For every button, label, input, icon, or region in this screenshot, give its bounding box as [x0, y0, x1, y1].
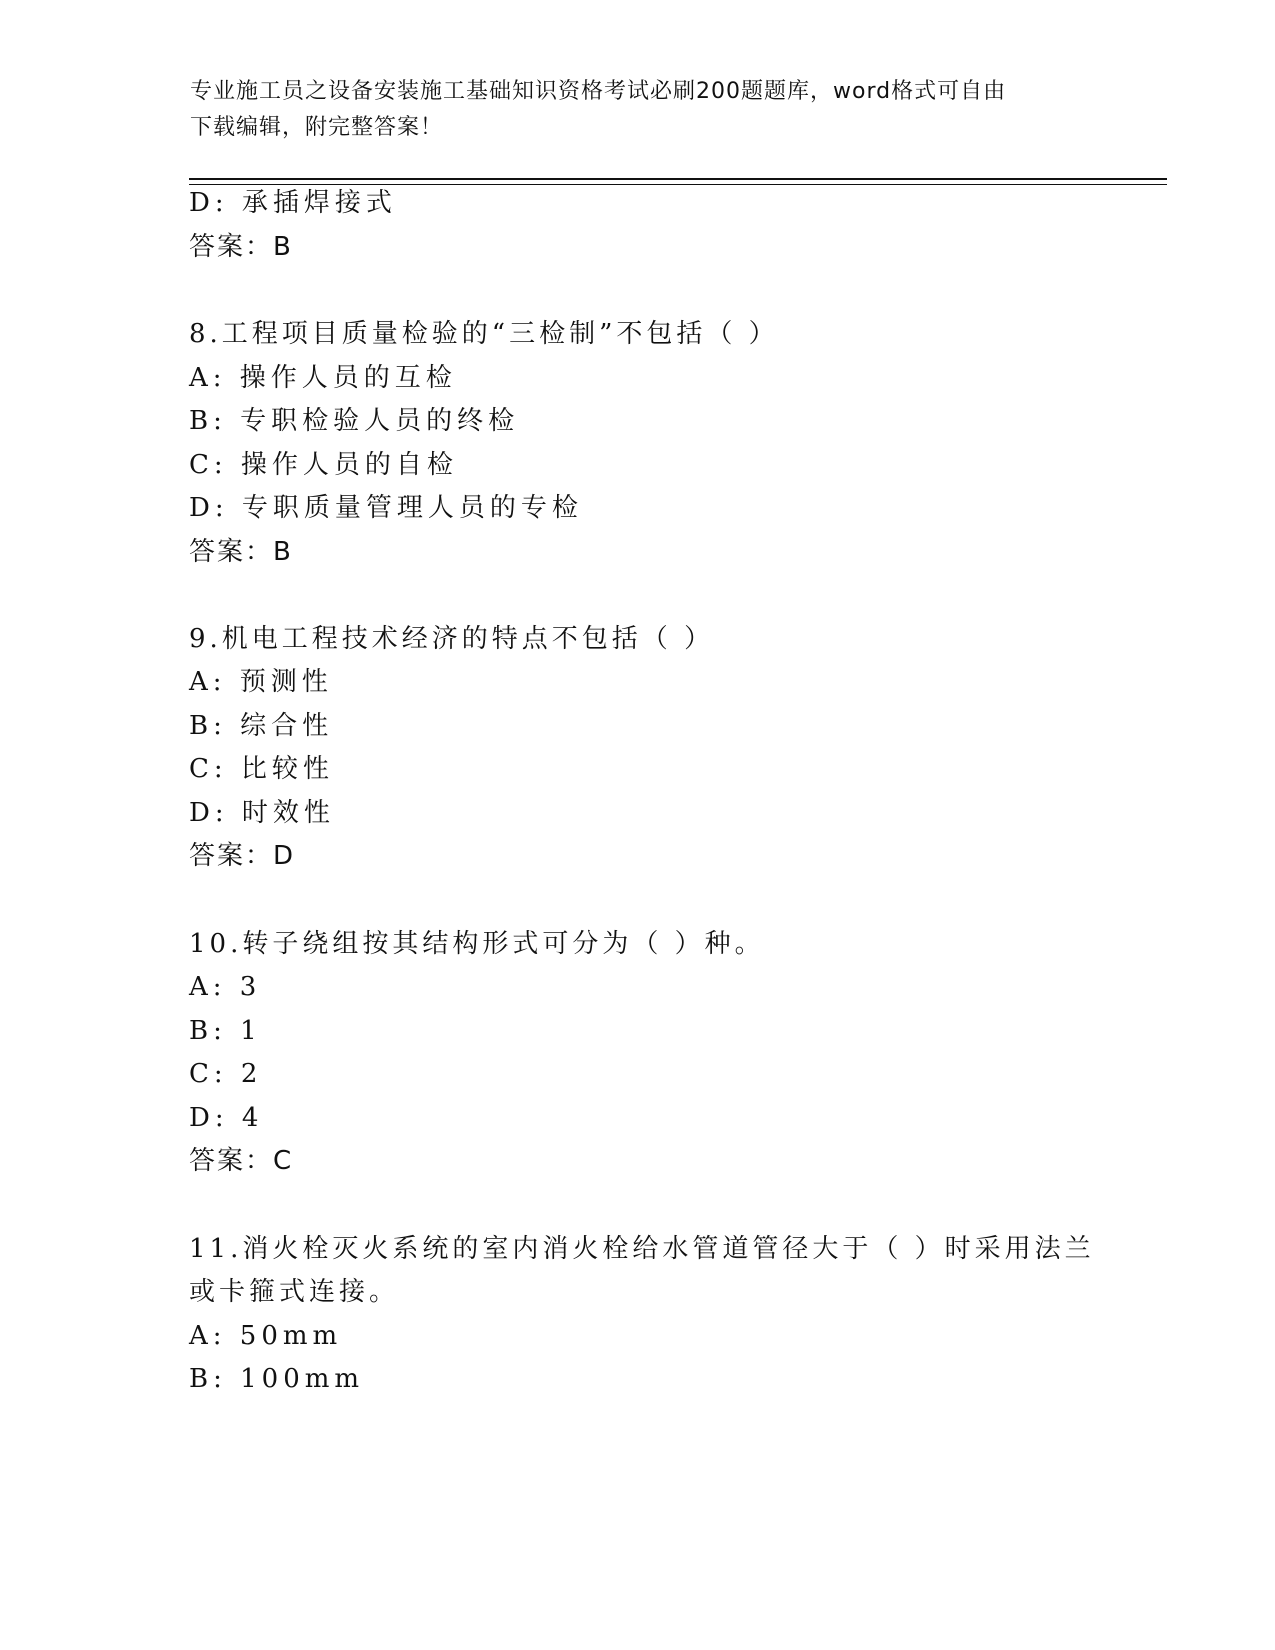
q11-option-a: A: 50mm [189, 1321, 343, 1351]
q10-option-a: A: 3 [189, 972, 262, 1002]
header-line-2: 下载编辑，附完整答案！ [190, 115, 444, 140]
q8-answer: 答案：B [189, 537, 293, 567]
header-line-1: 专业施工员之设备安装施工基础知识资格考试必刷200题题库，word格式可自由 [190, 79, 1007, 104]
header-divider-thick [189, 178, 1167, 180]
q9-option-c: C: 比较性 [189, 754, 334, 784]
q8-option-a: A: 操作人员的互检 [189, 363, 457, 393]
q9-option-b: B: 综合性 [189, 711, 334, 741]
q9-option-d: D: 时效性 [189, 798, 335, 828]
q8-option-c: C: 操作人员的自检 [189, 450, 458, 480]
q9-option-a: A: 预测性 [189, 667, 333, 697]
q10-answer: 答案：C [189, 1146, 294, 1176]
q11-option-b: B: 100mm [189, 1364, 365, 1394]
q10-stem: 10.转子绕组按其结构形式可分为（ ）种。 [189, 929, 765, 959]
q8-option-b: B: 专职检验人员的终检 [189, 406, 520, 436]
q10-option-d: D: 4 [189, 1103, 264, 1133]
q11-stem-line-1: 11.消火栓灭火系统的室内消火栓给水管道管径大于（ ）时采用法兰 [189, 1234, 1095, 1264]
q11-stem-line-2: 或卡箍式连接。 [189, 1277, 400, 1307]
q8-option-d: D: 专职质量管理人员的专检 [189, 493, 583, 523]
q9-stem: 9.机电工程技术经济的特点不包括（ ） [189, 624, 715, 654]
q10-option-b: B: 1 [189, 1016, 262, 1046]
q9-answer: 答案：D [189, 841, 296, 871]
header-divider-thin [189, 184, 1167, 185]
q8-stem: 8.工程项目质量检验的“三检制”不包括（ ） [189, 319, 779, 349]
document-header [190, 74, 1070, 146]
q10-option-c: C: 2 [189, 1059, 263, 1089]
q7-answer: 答案：B [189, 232, 293, 262]
q7-option-d: D: 承插焊接式 [189, 188, 397, 218]
